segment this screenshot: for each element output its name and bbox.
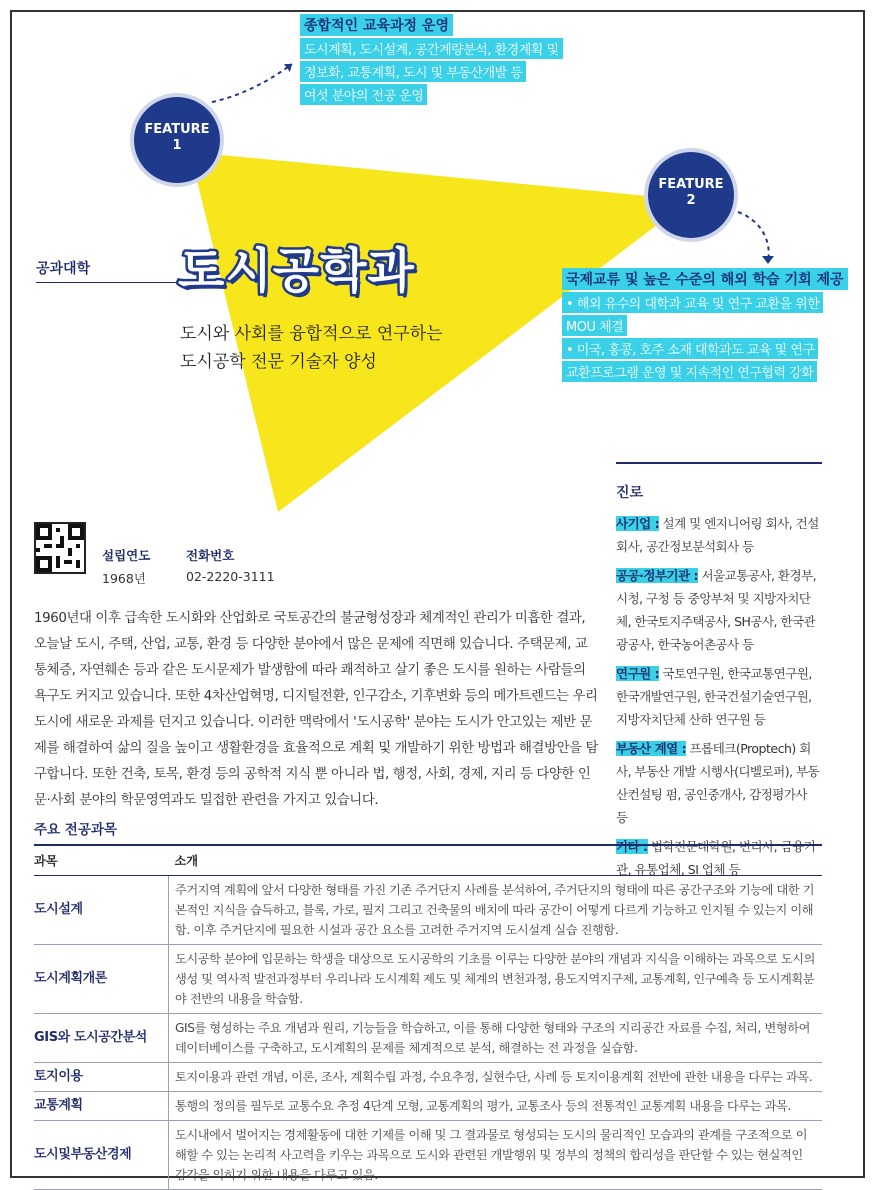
career-item: 공공·정부기관 : 서울교통공사, 환경부, 시청, 구청 등 중앙부처 및 지방자치단체, 한국토지주택공사, SH공사, 한국관광공사, 한국농어촌공사 등 xyxy=(616,568,817,652)
department-subtitle: 도시와 사회를 융합적으로 연구하는 도시공학 전문 기술자 양성 xyxy=(180,324,443,372)
feature-2-line: • 해외 유수의 대학과 교육 및 연구 교환을 위한 xyxy=(562,292,823,313)
career-item: 연구원 : 국토연구원, 한국교통연구원, 한국개발연구원, 한국건설기술연구원, 지방자치단체 산하 연구원 등 xyxy=(616,666,812,727)
feature-2-line: 교환프로그램 운영 및 지속적인 연구협력 강화 xyxy=(562,361,817,382)
courses-table xyxy=(34,844,822,1190)
career-section xyxy=(616,462,822,887)
feature-2-badge: FEATURE 2 xyxy=(648,152,734,238)
feature-2-title: 국제교류 및 높은 수준의 해외 학습 기회 제공 xyxy=(562,268,848,290)
feature-1-badge: FEATURE 1 xyxy=(134,97,220,183)
table-row: 도시및부동산경제 도시내에서 벌어지는 경제활동에 대한 기제를 이해 및 그 결과물로 형성되는 도시의 물리적인 모습과의 관계를 구조적으로 이해할 수 있는 논리적 사고력을 키우는 과목으로 도시와 관련된 개발행위 및 정부의 정책의 합리성을 판단할 수 있는 현실적인 감각을 익히기 위한 내용을 다루고 있음. xyxy=(34,1121,822,1190)
column-subject: 과목 xyxy=(34,845,169,876)
career-item: 기타 : 법학전문대학원, 변리사, 금융기관, 유통업체, SI 업체 등 xyxy=(616,839,816,877)
feature-1-title: 종합적인 교육과정 운영 xyxy=(300,14,453,36)
department-title: 도시공학과 xyxy=(178,243,415,299)
feature-2-line: MOU 체결 xyxy=(562,315,627,336)
table-row: 도시계획개론 도시공학 분야에 입문하는 학생을 대상으로 도시공학의 기초를 이루는 다양한 분야의 개념과 지식을 이해하는 과목으로 도시의 생성 및 역사적 발전과정부터 우리나라 도시계획 제도 및 체계의 변천과정, 용도지역지구제, 교통계획, 인구예측 등 도시계획분야 전반의 내용을 학습함. xyxy=(34,945,822,1014)
career-item: 사기업 : 설계 및 엔지니어링 회사, 건설회사, 공간정보분석회사 등 xyxy=(616,516,819,554)
career-title: 진로 xyxy=(616,485,644,501)
feature-1-line: 여섯 분야의 전공 운영 xyxy=(300,84,427,105)
feature-1-line: 정보화, 교통계획, 도시 및 부동산개발 등 xyxy=(300,61,526,82)
feature-2-line: • 미국, 홍콩, 호주 소재 대학과도 교육 및 연구 xyxy=(562,338,818,359)
feature-2-box xyxy=(562,268,852,382)
college-label: 공과대학 xyxy=(36,261,91,277)
feature-1-box xyxy=(300,14,590,105)
table-header xyxy=(34,845,822,876)
career-item: 부동산 계열 : 프롭테크(Proptech) 회사, 부동산 개발 시행사(디벨로퍼), 부동산컨설팅 펌, 공인중개사, 감정평가사 등 xyxy=(616,741,820,825)
column-description: 소개 xyxy=(169,845,823,876)
qr-code[interactable] xyxy=(34,522,86,574)
table-row: 도시설계 주거지역 계획에 앞서 다양한 형태를 가진 기존 주거단지 사례를 분석하여, 주거단지의 형태에 따른 공간구조와 기능에 대한 기본적인 지식을 습득하고, 블록, 가로, 필지 그리고 건축물의 배치에 따라 공간이 어떻게 다르게 기능하고 인지될 수 있는지 이해함. 이후 주거단지에 필요한 시설과 공간 요소를 고려한 주거지역 도시설계 실습 진행함. xyxy=(34,876,822,945)
table-row: GIS와 도시공간분석 GIS를 형성하는 주요 개념과 원리, 기능들을 학습하고, 이를 통해 다양한 형태와 구조의 지리공간 자료를 수집, 처리, 변형하여 데이터베이스를 구축하고, 도시계획의 문제를 체계적으로 분석, 해결하는 전 과정을 실습함. xyxy=(34,1014,822,1063)
table-row: 교통계획 통행의 정의를 필두로 교통수요 추정 4단계 모형, 교통계획의 평가, 교통조사 등의 전통적인 교통계획 내용을 다루는 과목. xyxy=(34,1092,822,1121)
college-divider xyxy=(36,282,186,283)
intro-paragraph: 1960년대 이후 급속한 도시화와 산업화로 국토공간의 불균형성장과 체계적인 관리가 미흡한 결과, 오늘날 도시, 주택, 산업, 교통, 환경 등 다양한 분야에서 많은 문제에 직면해 있습니다. 주택문제, 교통체증, 자연훼손 등과 같은 도시문제가 발생함에 따라 쾌적하고 살기 좋은 도시를 원하는 사람들의 욕구도 커지고 있습니다. 또한 4차산업혁명, 디지털전환, 인구감소, 기후변화 등의 메가트렌드는 우리 도시에 새로운 과제를 던지고 있습니다. 이러한 맥락에서 '도시공학' 분야는 도시가 안고있는 제반 문제를 해결하여 삶의 질을 높이고 생활환경을 효율적으로 계획 및 개발하기 위한 방법과 해결방안을 탐구합니다. 또한 건축, 토목, 환경 등의 공학적 지식 뿐 아니라 법, 행정, 사회, 경제, 지리 등 다양한 인문·사회 분야의 학문영역과도 밀접한 관련을 가지고 있습니다. xyxy=(34,611,599,808)
founded-info: 설립연도 1968년 xyxy=(102,548,151,586)
phone-info: 전화번호 02-2220-3111 xyxy=(186,548,275,584)
courses-title: 주요 전공과목 xyxy=(34,822,117,838)
table-row: 토지이용 토지이용과 관련 개념, 이론, 조사, 계획수립 과정, 수요추정, 실현수단, 사례 등 토지이용계획 전반에 관한 내용을 다루는 과목. xyxy=(34,1063,822,1092)
feature-1-line: 도시계획, 도시설계, 공간계량분석, 환경계획 및 xyxy=(300,38,563,59)
